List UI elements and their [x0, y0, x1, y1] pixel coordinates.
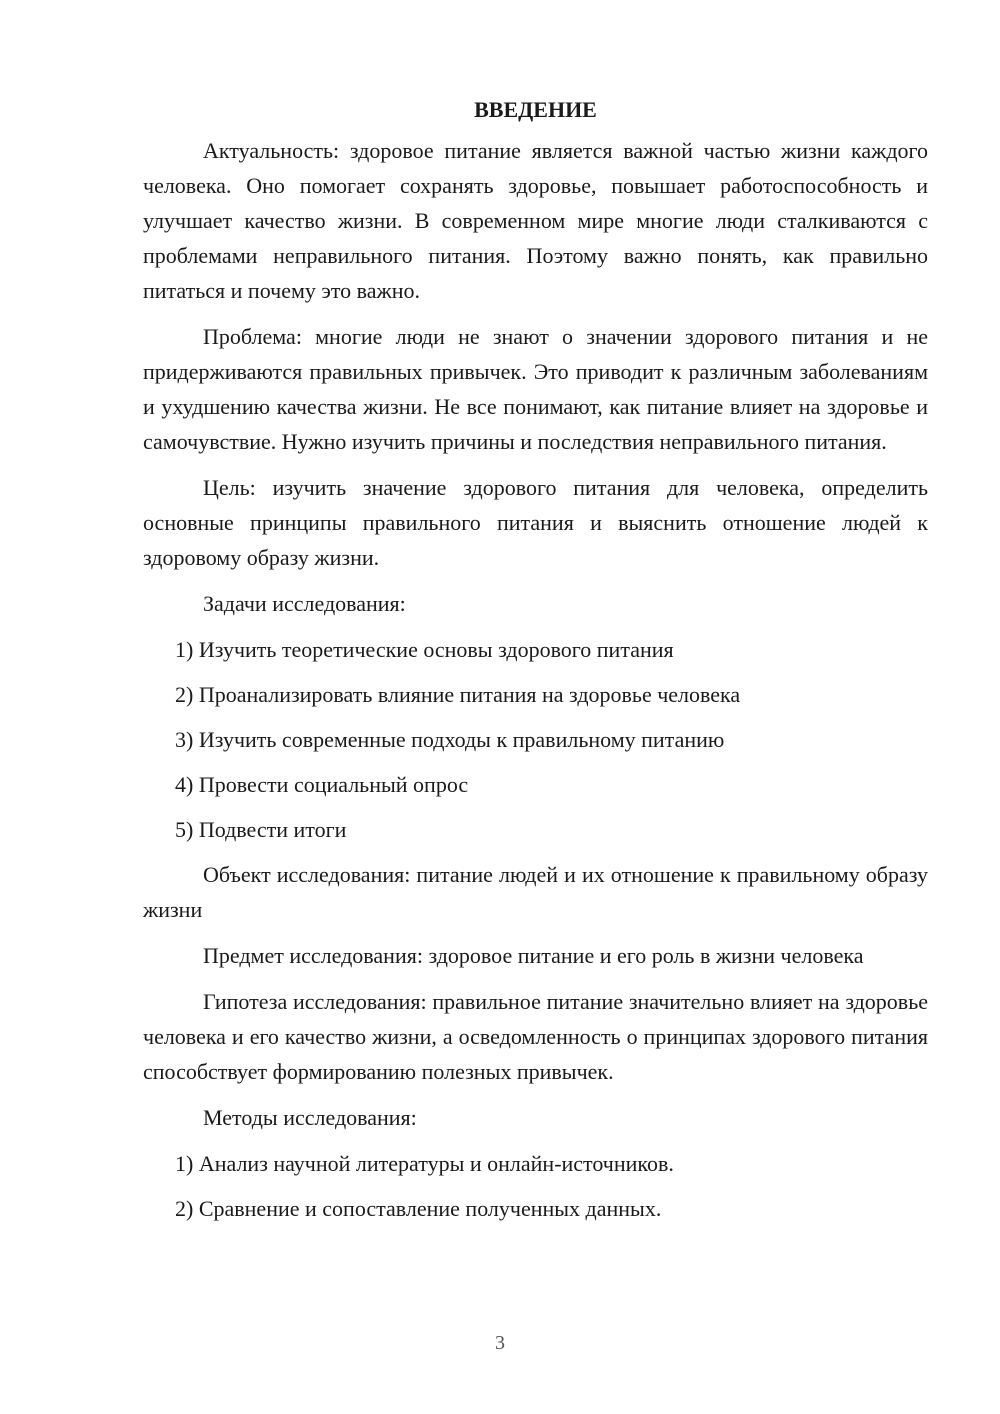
methods-list [143, 1146, 928, 1226]
tasks-heading: Задачи исследования: [203, 591, 406, 616]
list-item: 1) Изучить теоретические основы здорового питания [175, 637, 674, 662]
list-item: 5) Подвести итоги [175, 817, 347, 842]
list-item: 1) Анализ научной литературы и онлайн-источников. [175, 1151, 674, 1176]
problem-paragraph: Проблема: многие люди не знают о значении здорового питания и не придерживаются правильных привычек. Это приводит к различным заболеваниям и ухудшению качества жизни. Не все понимают, как питание влияет на здоровье и самочувствие. Нужно изучить причины и последствия неправильного питания. [143, 324, 928, 454]
list-item: 2) Сравнение и сопоставление полученных данных. [175, 1196, 662, 1221]
object-paragraph: Объект исследования: питание людей и их отношение к правильному образу жизни [143, 862, 928, 922]
document-page [143, 92, 928, 1236]
page-title: ВВЕДЕНИЕ [474, 97, 597, 122]
hypothesis-paragraph: Гипотеза исследования: правильное питание значительно влияет на здоровье человека и его качество жизни, а осведомленность о принципах здорового питания способствует формированию полезных привычек. [143, 989, 928, 1084]
list-item: 3) Изучить современные подходы к правильному питанию [175, 727, 725, 752]
page-number: 3 [495, 1332, 505, 1354]
methods-heading: Методы исследования: [203, 1105, 417, 1130]
subject-paragraph: Предмет исследования: здоровое питание и его роль в жизни человека [203, 943, 864, 968]
tasks-list [143, 632, 928, 847]
relevance-paragraph: Актуальность: здоровое питание является важной частью жизни каждого человека. Оно помогает сохранять здоровье, повышает работоспособность и улучшает качество жизни. В современном мире многие люди сталкиваются с проблемами неправильного питания. Поэтому важно понять, как правильно питаться и почему это важно. [143, 138, 928, 303]
list-item: 2) Проанализировать влияние питания на здоровье человека [175, 682, 741, 707]
goal-paragraph: Цель: изучить значение здорового питания для человека, определить основные принципы правильного питания и выяснить отношение людей к здоровому образу жизни. [143, 475, 928, 570]
list-item: 4) Провести социальный опрос [175, 772, 469, 797]
